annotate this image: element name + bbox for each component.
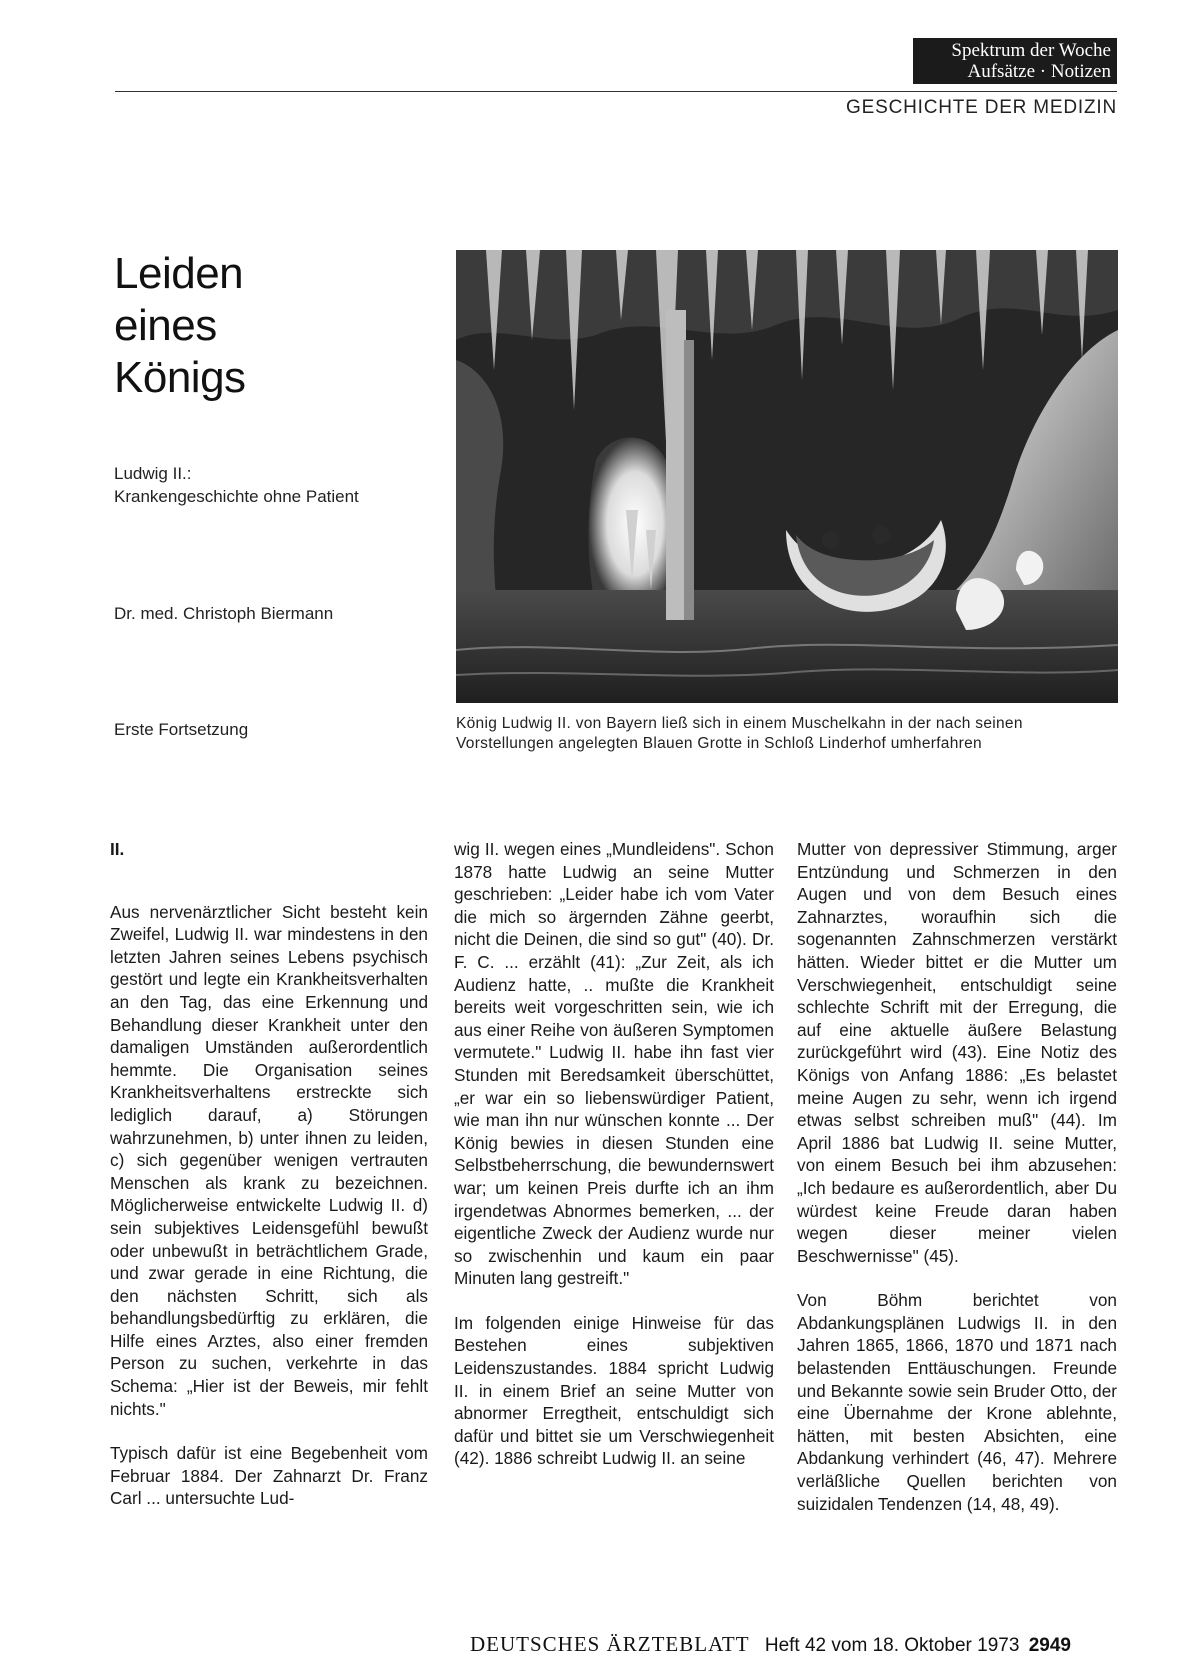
- text-column-1: [110, 838, 428, 1532]
- paragraph: Typisch dafür ist eine Begebenheit vom Februar 1884. Der Zahnarzt Dr. Franz Carl ... untersuchte Lud-: [110, 1443, 428, 1509]
- paragraph: Aus nervenärztlicher Sicht besteht kein Zweifel, Ludwig II. war mindestens in den letzten Jahren seines Lebens psychisch gestört und legte ein Krankheitsverhalten an den Tag, das eine Erkennung und Behandlung dieser Krankheit unter den damaligen Umständen außerordentlich hemmte. Die Organisation seines Krankheitsverhaltens erstreckte sich lediglich darauf, a) Störungen wahrzunehmen, b) unter ihnen zu leiden, c) sich gegenüber wenigen vertrauten Menschen als krank zu bezeichnen. Möglicherweise entwickelte Ludwig II. d) sein subjektives Leidensgefühl bewußt oder unbewußt in beträchtlichem Grade, und zwar gerade in eine Richtung, die den nächsten Schritt, sich als behandlungsbedürftig zu erklären, die Hilfe eines Arztes, also einer fremden Person zu suchen, verkehrte in das Schema: „Hier ist der Beweis, mir fehlt nichts.": [110, 901, 428, 1419]
- badge-line-2: Aufsätze · Notizen: [967, 61, 1111, 82]
- title-line: eines: [114, 301, 217, 350]
- paragraph: Im folgenden einige Hinweise für das Bestehen eines subjektiven Leidenszustandes. 1884 spricht Ludwig II. in einem Brief an seine Mutter von abnormer Erregtheit, entschuldigt sich dafür und bittet sie um Verschwiegenheit (42). 1886 schreibt Ludwig II. an seine: [454, 1312, 774, 1469]
- installment-label: Erste Fortsetzung: [114, 720, 249, 739]
- author-byline: Dr. med. Christoph Biermann: [114, 604, 334, 623]
- article-subtitle: [114, 462, 359, 508]
- article-title: [114, 248, 246, 404]
- text-column-3: [797, 838, 1117, 1537]
- paragraph: wig II. wegen eines „Mundleidens". Schon 1878 hatte Ludwig an seine Mutter geschrieben: „Leider habe ich vom Vater die mich so ärgernden Zähne geerbt, nicht die Deinen, die sind so gut" (40). Dr. F. C. ... erzählt (41): „Zur Zeit, als ich Audienz hatte, .. mußte die Krankheit bereits weit vorgeschritten sein, wie ich aus einer Reihe von äußeren Symptomen vermutete." Ludwig II. habe ihn fast vier Stunden mit Beredsamkeit überschüttet, „er war ein so liebenswürdiger Patient, wie man ihn nur wünschen konnte ... Der König bewies in diesen Stunden eine Selbstbeherrschung, die bewundernswert war; um keinen Preis durfte ich an ihm irgendetwas Abnormes bemerken, ... der eigentliche Zweck der Audienz wurde nur so zwischenhin und kaum ein paar Minuten lang gestreift.": [454, 839, 774, 1289]
- title-line: Königs: [114, 353, 246, 402]
- subtitle-line: Ludwig II.:: [114, 464, 192, 483]
- journal-name: DEUTSCHES ÄRZTEBLATT: [470, 1632, 750, 1656]
- figure-caption: König Ludwig II. von Bayern ließ sich in einem Muschelkahn in der nach seinen Vorstellungen angelegten Blauen Grotte in Schloß Linderhof umherfahren: [456, 715, 1023, 752]
- issue-info: Heft 42 vom 18. Oktober 1973: [764, 1635, 1020, 1656]
- page-footer: [470, 1632, 1071, 1657]
- section-heading: GESCHICHTE DER MEDIZIN: [846, 97, 1117, 118]
- paragraph: Von Böhm berichtet von Abdankungsplänen Ludwigs II. in den Jahren 1865, 1866, 1870 und 1871 nach belastenden Enttäuschungen. Freunde und Bekannte sowie sein Bruder Otto, der eine Übernahme der Krone ablehnte, hätten, mit besten Absichten, eine Abdankung verhindert (46, 47). Mehrere verläßliche Quellen berichten von suizidalen Tendenzen (14, 48, 49).: [797, 1290, 1117, 1514]
- section-number: II.: [110, 839, 125, 859]
- title-line: Leiden: [114, 249, 244, 298]
- paragraph: Mutter von depressiver Stimmung, arger Entzündung und Schmerzen in den Augen und von dem Besuch eines Zahnarztes, woraufhin sich die sogenannten Zahnschmerzen verstärkt hätten. Wieder bittet er die Mutter um Verschwiegenheit, entschuldigt seine schlechte Schrift mit der Erregung, die auf eine aktuelle äußere Belastung zurückgeführt wird (43). Eine Notiz des Königs von Anfang 1886: „Es belastet meine Augen zu sehr, wenn ich irgend etwas selbst schreiben muß" (44). Im April 1886 bat Ludwig II. seine Mutter, von einem Besuch bei ihm abzusehen: „Ich bedaure es außerordentlich, aber Du würdest keine Freude daran haben wegen dieser meiner vielen Beschwernisse" (45).: [797, 839, 1117, 1266]
- journal-section-badge: [913, 38, 1117, 84]
- badge-line-1: Spektrum der Woche: [951, 40, 1111, 61]
- grotto-illustration: [456, 250, 1118, 703]
- text-column-2: [454, 838, 774, 1492]
- subtitle-line: Krankengeschichte ohne Patient: [114, 487, 359, 506]
- header-rule: [115, 91, 1117, 92]
- page-number: 2949: [1028, 1635, 1071, 1656]
